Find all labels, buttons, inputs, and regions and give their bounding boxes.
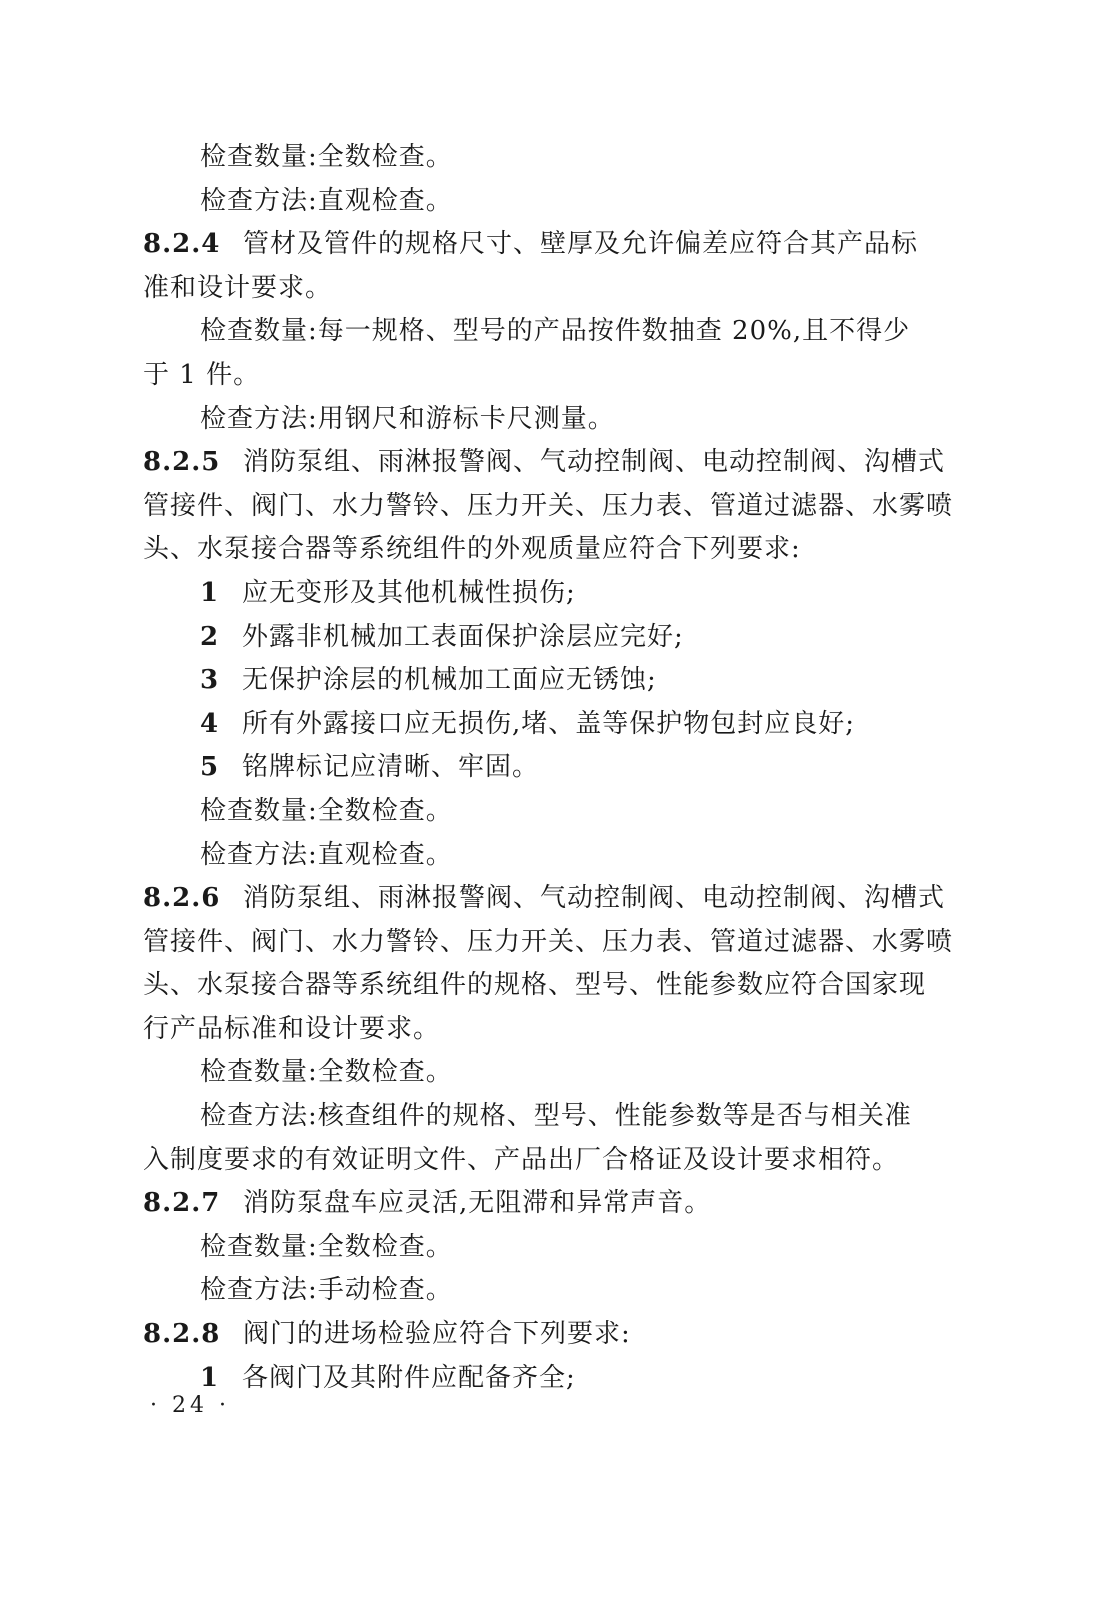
line-text: 于 1 件。 <box>143 359 261 390</box>
line-text: 检查方法:直观检查。 <box>200 185 453 216</box>
text-line <box>143 616 943 660</box>
clause-number: 8.2.7 <box>143 1188 221 1219</box>
text-line <box>143 659 943 703</box>
line-text: 检查方法:直观检查。 <box>200 839 453 870</box>
line-text: 行产品标准和设计要求。 <box>143 1013 441 1044</box>
line-text: 检查方法:用钢尺和游标卡尺测量。 <box>200 403 615 434</box>
text-line <box>143 354 943 398</box>
text-line <box>143 877 946 921</box>
text-line <box>143 834 943 878</box>
line-text: 管材及管件的规格尺寸、壁厚及允许偏差应符合其产品标 <box>243 229 919 260</box>
line-text: 检查数量:全数检查。 <box>200 795 453 826</box>
text-line <box>143 1051 943 1095</box>
item-number: 5 <box>200 752 220 783</box>
line-text: 检查方法:核查组件的规格、型号、性能参数等是否与相关准 <box>200 1101 912 1132</box>
body-text <box>143 136 954 1400</box>
line-text: 阀门的进场检验应符合下列要求: <box>243 1319 631 1350</box>
line-text: 应无变形及其他机械性损伤; <box>242 577 576 608</box>
clause-number: 8.2.4 <box>143 229 221 260</box>
item-number: 1 <box>200 1362 220 1393</box>
line-text: 各阀门及其附件应配备齐全; <box>242 1362 576 1393</box>
line-text: 检查数量:全数检查。 <box>200 142 453 172</box>
line-text: 检查数量:全数检查。 <box>200 1057 453 1088</box>
text-line <box>143 528 943 572</box>
text-line <box>143 223 943 267</box>
text-line <box>143 790 943 834</box>
text-line <box>143 964 943 1008</box>
clause-number: 8.2.6 <box>143 883 221 914</box>
item-number: 2 <box>200 621 220 652</box>
line-text: 头、水泵接合器等系统组件的规格、型号、性能参数应符合国家现 <box>143 970 927 1001</box>
text-line <box>143 398 943 442</box>
text-line <box>143 703 943 747</box>
text-line <box>143 1226 943 1270</box>
text-line <box>143 1008 943 1052</box>
line-text: 检查方法:手动检查。 <box>200 1275 453 1306</box>
text-line <box>143 746 943 790</box>
text-line <box>143 1095 943 1139</box>
text-line <box>143 136 943 180</box>
line-text: 所有外露接口应无损伤,堵、盖等保护物包封应良好; <box>242 708 856 739</box>
clause-number: 8.2.5 <box>143 447 221 478</box>
line-text: 管接件、阀门、水力警铃、压力开关、压力表、管道过滤器、水雾喷 <box>143 926 954 957</box>
page-number: · 24 · <box>150 1393 230 1418</box>
clause-number: 8.2.8 <box>143 1319 221 1350</box>
text-line <box>143 1313 943 1357</box>
item-number: 1 <box>200 577 220 608</box>
text-line <box>143 921 954 965</box>
line-text: 准和设计要求。 <box>143 272 333 303</box>
line-text: 管接件、阀门、水力警铃、压力开关、压力表、管道过滤器、水雾喷 <box>143 490 954 521</box>
line-text: 头、水泵接合器等系统组件的外观质量应符合下列要求: <box>143 534 801 565</box>
text-line <box>143 310 943 354</box>
line-text: 外露非机械加工表面保护涂层应完好; <box>242 621 684 652</box>
text-line <box>143 572 943 616</box>
text-line <box>143 1357 943 1401</box>
line-text: 消防泵组、雨淋报警阀、气动控制阀、电动控制阀、沟槽式 <box>243 447 946 478</box>
line-text: 检查数量:每一规格、型号的产品按件数抽查 20%,且不得少 <box>200 316 911 347</box>
text-line <box>143 180 943 224</box>
text-line <box>143 1182 943 1226</box>
line-text: 消防泵组、雨淋报警阀、气动控制阀、电动控制阀、沟槽式 <box>243 883 946 914</box>
text-line <box>143 267 943 311</box>
line-text: 消防泵盘车应灵活,无阻滞和异常声音。 <box>243 1188 712 1219</box>
item-number: 3 <box>200 665 220 696</box>
line-text: 无保护涂层的机械加工面应无锈蚀; <box>242 665 657 696</box>
text-line <box>143 485 954 529</box>
line-text: 检查数量:全数检查。 <box>200 1231 453 1262</box>
line-text: 入制度要求的有效证明文件、产品出厂合格证及设计要求相符。 <box>143 1144 900 1175</box>
text-line <box>143 1139 943 1183</box>
text-line <box>143 441 946 485</box>
item-number: 4 <box>200 708 220 739</box>
text-line <box>143 1269 943 1313</box>
line-text: 铭牌标记应清晰、牢固。 <box>242 752 540 783</box>
